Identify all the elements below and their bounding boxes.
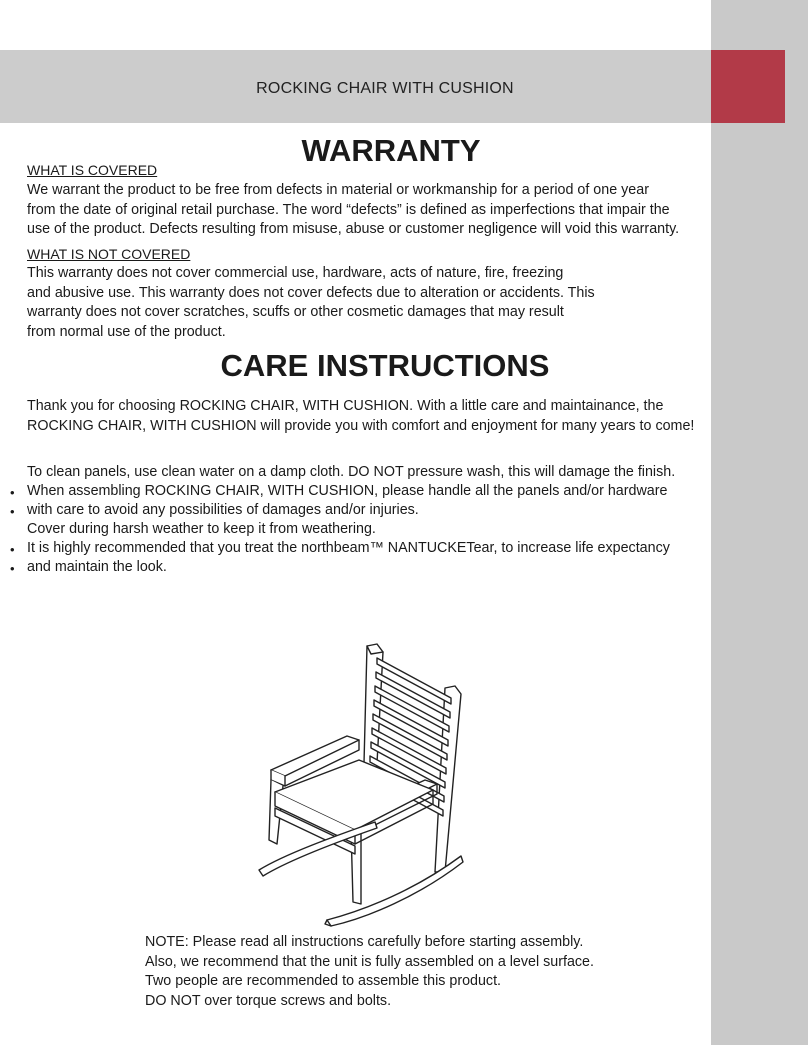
- care-intro-line: ROCKING CHAIR, WITH CUSHION will provide you with comfort and enjoyment for many years to come!: [27, 417, 695, 434]
- header-title: ROCKING CHAIR WITH CUSHION: [256, 80, 514, 97]
- instruction-line: Cover during harsh weather to keep it from weathering.: [27, 521, 376, 537]
- bullet: •: [10, 485, 15, 500]
- instruction-line: To clean panels, use clean water on a damp cloth. DO NOT pressure wash, this will damage the finish.: [27, 464, 676, 480]
- care-intro-line: Thank you for choosing ROCKING CHAIR, WITH CUSHION. With a little care and maintainance, the: [27, 398, 664, 414]
- warranty-heading: WARRANTY: [301, 133, 481, 168]
- not-covered-line: This warranty does not cover commercial use, hardware, acts of nature, fire, freezing: [27, 265, 564, 281]
- instruction-line: When assembling ROCKING CHAIR, WITH CUSHION, please handle all the panels and/or hardware: [27, 483, 668, 499]
- instruction-line: and maintain the look.: [27, 559, 167, 575]
- rocking-chair-illustration: [255, 640, 470, 930]
- not-covered-line: from normal use of the product.: [27, 323, 226, 340]
- note-line: DO NOT over torque screws and bolts.: [145, 992, 392, 1009]
- note-line: Two people are recommended to assemble this product.: [145, 973, 502, 989]
- covered-text: [27, 181, 679, 240]
- instruction-line: with care to avoid any possibilities of damages and/or injuries.: [27, 502, 419, 518]
- covered-line: We warrant the product to be free from defects in material or workmanship for a period of one year: [27, 182, 649, 198]
- instruction-line: It is highly recommended that you treat the northbeam™ NANTUCKETear, to increase life expectancy: [27, 540, 670, 556]
- bullet: •: [10, 504, 15, 519]
- not-covered-title: WHAT IS NOT COVERED: [27, 246, 191, 262]
- not-covered-text: [27, 264, 595, 342]
- bullet: •: [10, 561, 15, 576]
- covered-line: use of the product. Defects resulting from misuse, abuse or customer negligence will void this warranty.: [27, 221, 680, 237]
- side-strip: [711, 0, 808, 1045]
- assembly-note: [145, 933, 594, 1011]
- care-heading: CARE INSTRUCTIONS: [220, 348, 550, 383]
- care-intro: [27, 397, 694, 436]
- note-line: Also, we recommend that the unit is fully assembled on a level surface.: [145, 953, 594, 970]
- covered-title: WHAT IS COVERED: [27, 162, 158, 178]
- not-covered-line: warranty does not cover scratches, scuffs or other cosmetic damages that may result: [27, 304, 564, 320]
- covered-line: from the date of original retail purchase. The word “defects” is defined as imperfections that impair the: [27, 201, 670, 218]
- bullet: •: [10, 542, 15, 557]
- note-line: NOTE: Please read all instructions carefully before starting assembly.: [145, 934, 584, 950]
- not-covered-line: and abusive use. This warranty does not cover defects due to alteration or accidents. This: [27, 284, 595, 301]
